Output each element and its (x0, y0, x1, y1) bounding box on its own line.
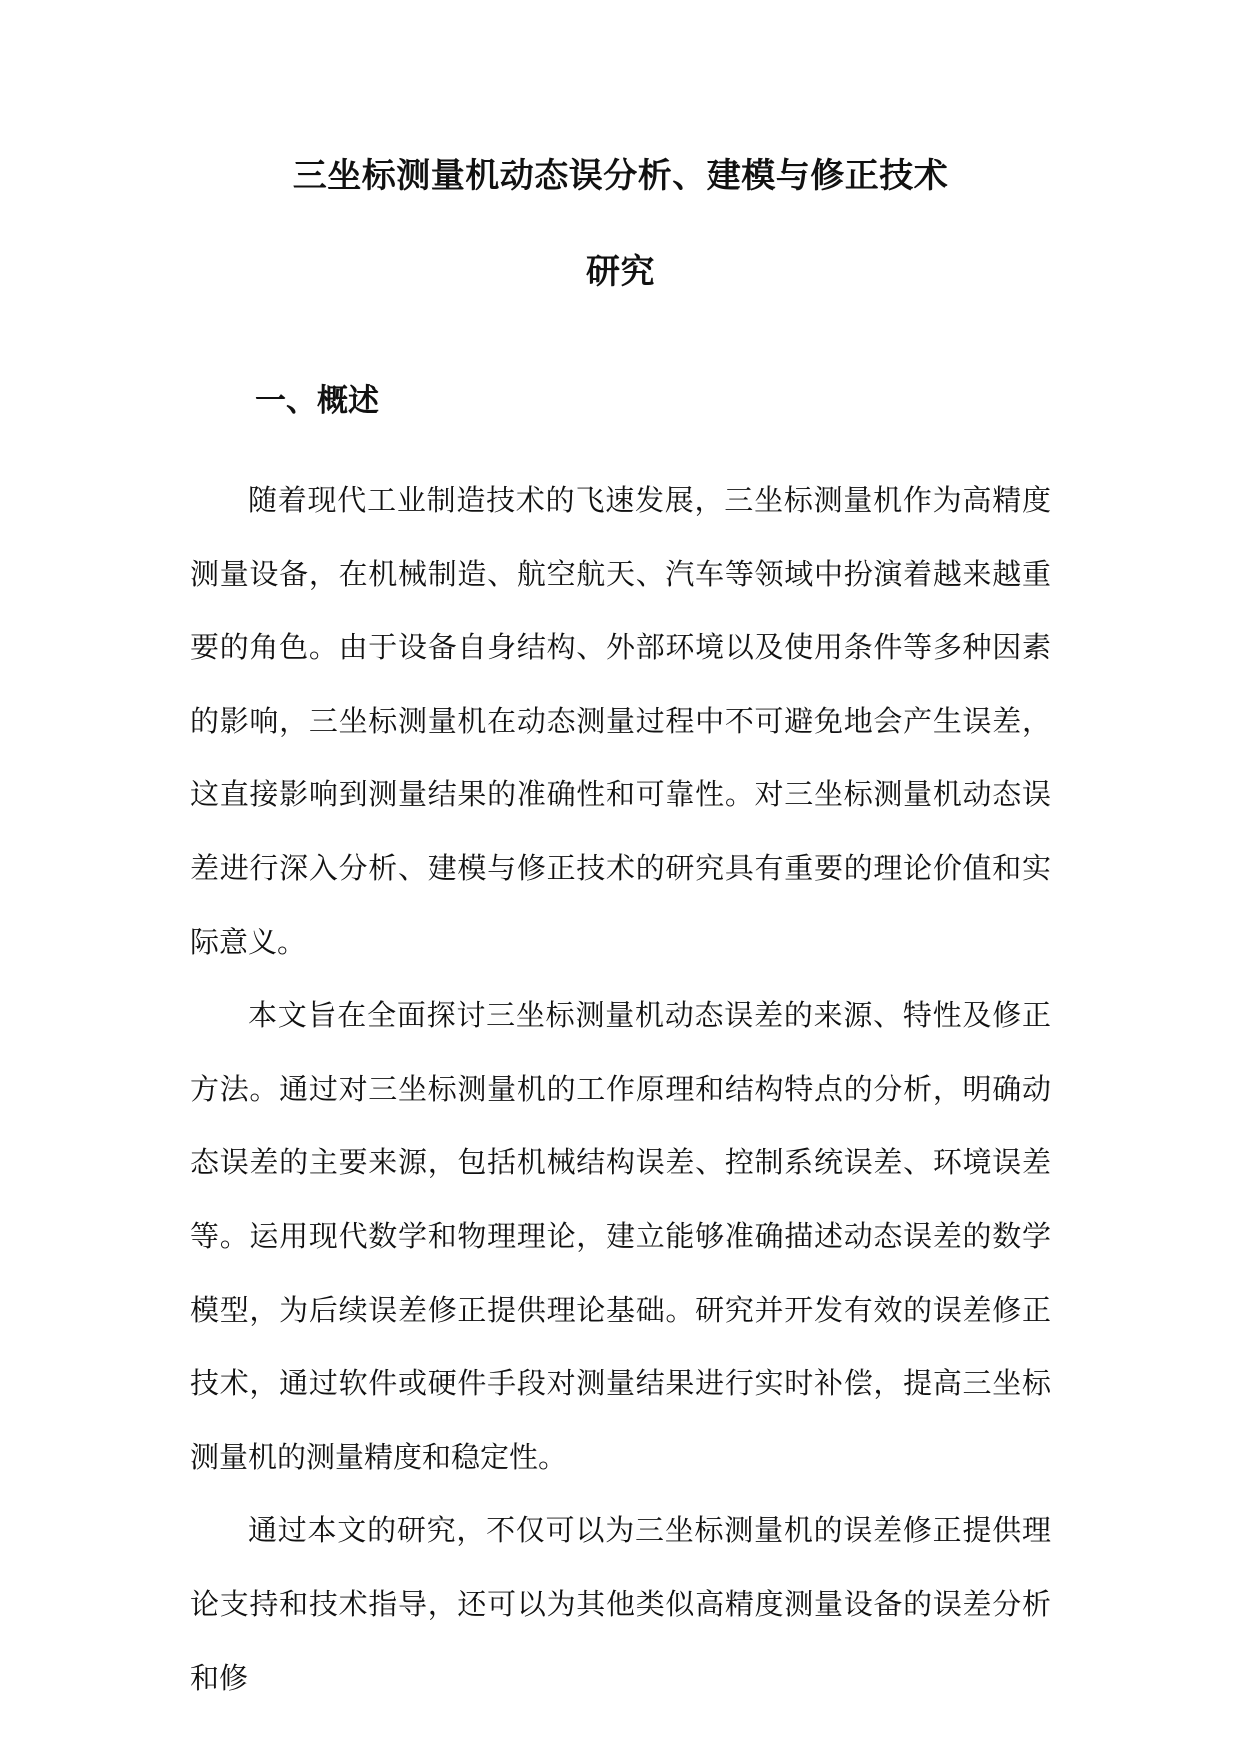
paragraph-2: 本文旨在全面探讨三坐标测量机动态误差的来源、特性及修正方法。通过对三坐标测量机的工作原理和结构特点的分析，明确动态误差的主要来源，包括机械结构误差、控制系统误差、环境误差等。运用现代数学和物理理论，建立能够准确描述动态误差的数学模型，为后续误差修正提供理论基础。研究并开发有效的误差修正技术，通过软件或硬件手段对测量结果进行实时补偿，提高三坐标测量机的测量精度和稳定性。 (190, 998, 1051, 1474)
document-title-line-1: 三坐标测量机动态误分析、建模与修正技术 (292, 156, 949, 196)
section-heading: 一、概述 (255, 383, 379, 419)
document-body (190, 464, 1051, 1715)
paragraph-1: 随着现代工业制造技术的飞速发展，三坐标测量机作为高精度测量设备，在机械制造、航空航天、汽车等领域中扮演着越来越重要的角色。由于设备自身结构、外部环境以及使用条件等多种因素的影响，三坐标测量机在动态测量过程中不可避免地会产生误差，这直接影响到测量结果的准确性和可靠性。对三坐标测量机动态误差进行深入分析、建模与修正技术的研究具有重要的理论价值和实际意义。 (190, 483, 1051, 959)
paragraph-3: 通过本文的研究，不仅可以为三坐标测量机的误差修正提供理论支持和技术指导，还可以为其他类似高精度测量设备的误差分析和修 (190, 1513, 1051, 1695)
document-title-line-2: 研究 (586, 252, 655, 292)
